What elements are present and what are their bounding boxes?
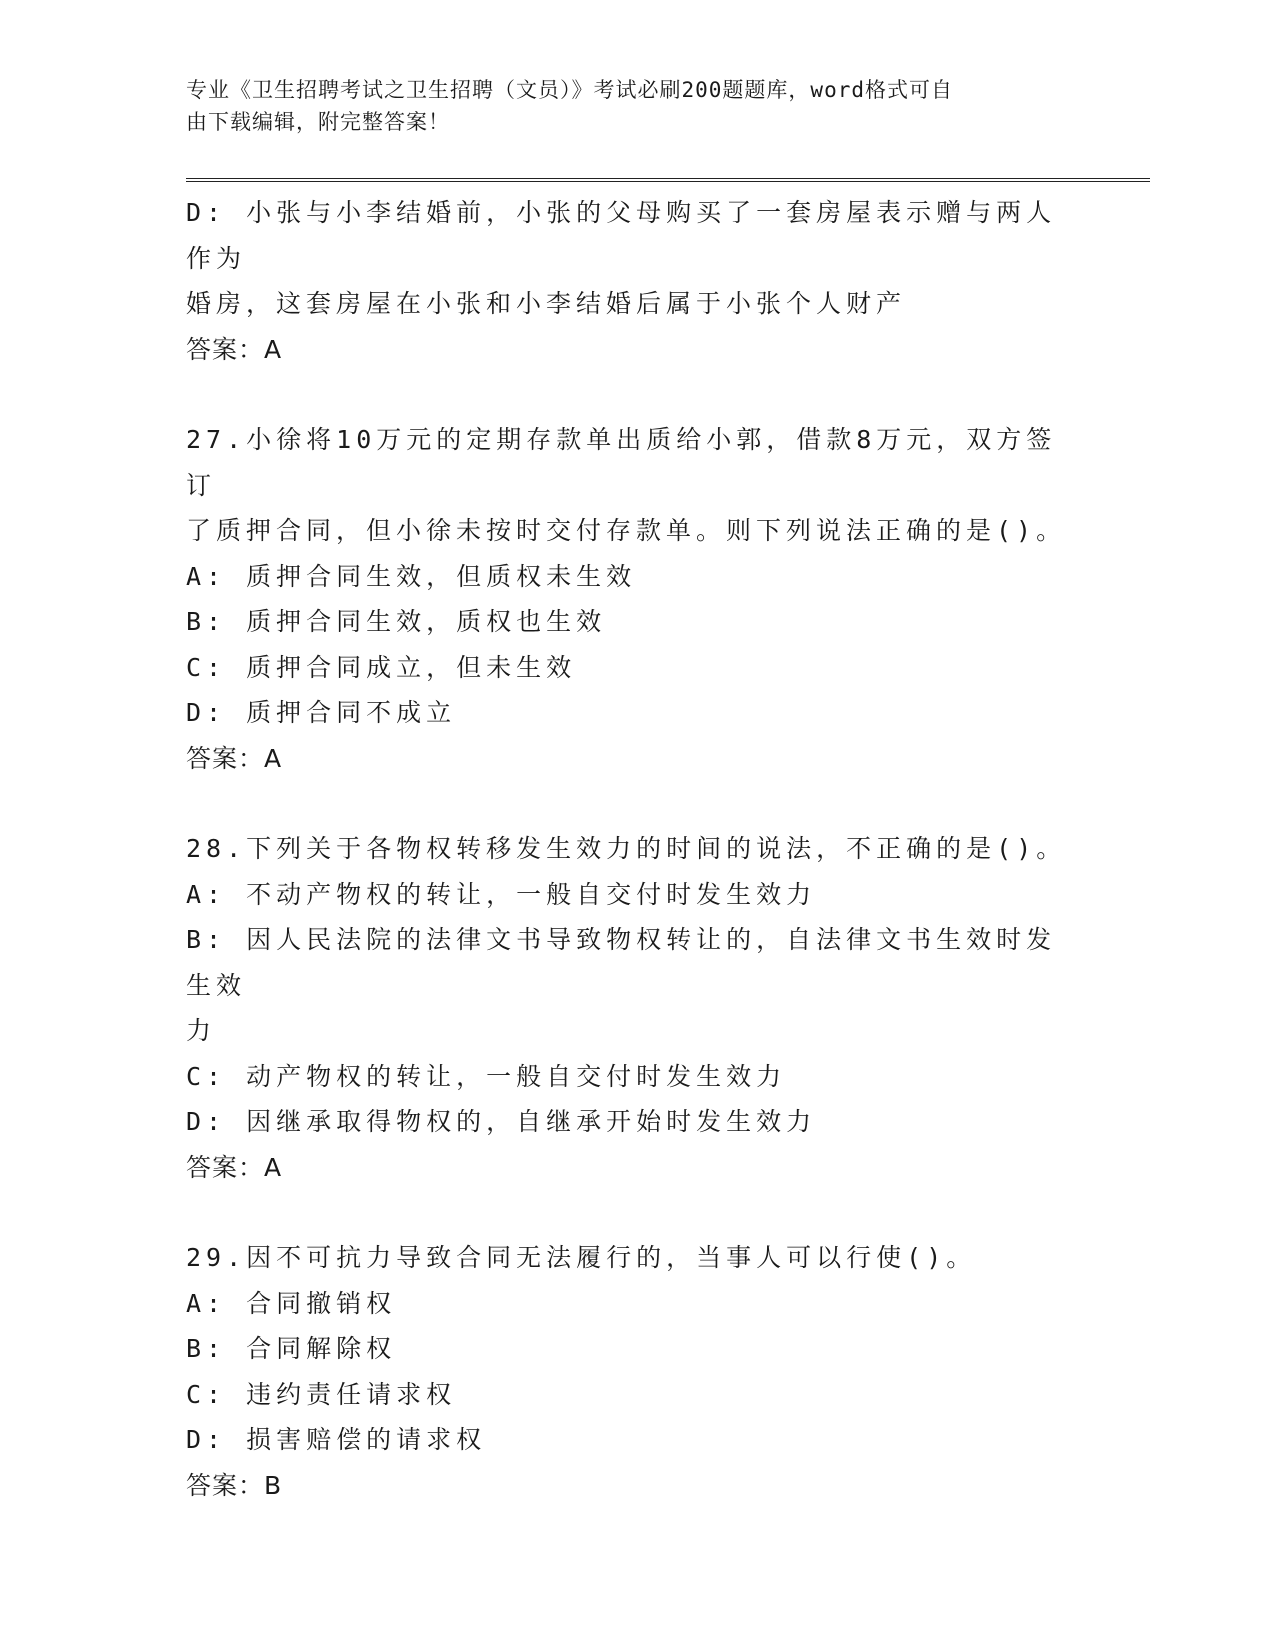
- option-b-continued: 力: [186, 1016, 217, 1045]
- question-stem: 29.因不可抗力导致合同无法履行的，当事人可以行使()。: [186, 1243, 977, 1272]
- option-d-continued: 婚房，这套房屋在小张和小李结婚后属于小张个人财产: [186, 289, 907, 318]
- option-a: A: 不动产物权的转让，一般自交付时发生效力: [186, 879, 817, 909]
- header-divider: [186, 178, 1150, 182]
- question-stem-continued: 了质押合同，但小徐未按时交付存款单。则下列说法正确的是()。: [186, 516, 1067, 545]
- answer: 答案：A: [186, 334, 283, 364]
- previous-question-tail: [186, 190, 1086, 372]
- option-d: D: 质押合同不成立: [186, 698, 457, 727]
- option-b: B: 因人民法院的法律文书导致物权转让的，自法律文书生效时发生效: [186, 925, 1057, 1000]
- option-c: C: 动产物权的转让，一般自交付时发生效力: [186, 1061, 787, 1091]
- answer: 答案：A: [186, 1152, 283, 1182]
- header-line-2: 由下载编辑，附完整答案！: [186, 110, 450, 134]
- option-b: B: 合同解除权: [186, 1334, 397, 1363]
- option-d: D: 小张与小李结婚前，小张的父母购买了一套房屋表示赠与两人作为: [186, 198, 1057, 273]
- option-c: C: 违约责任请求权: [186, 1379, 457, 1409]
- option-c: C: 质押合同成立，但未生效: [186, 652, 577, 682]
- option-a: A: 质押合同生效，但质权未生效: [186, 561, 637, 591]
- option-b: B: 质押合同生效，质权也生效: [186, 607, 607, 636]
- header-line-1: 专业《卫生招聘考试之卫生招聘（文员）》考试必刷200题题库，word格式可自: [186, 78, 953, 102]
- answer: 答案：B: [186, 1470, 283, 1500]
- page-header: [186, 74, 1066, 138]
- question-stem: 28.下列关于各物权转移发生效力的时间的说法，不正确的是()。: [186, 834, 1067, 863]
- question-27: [186, 417, 1086, 781]
- answer: 答案：A: [186, 743, 283, 773]
- question-stem: 27.小徐将10万元的定期存款单出质给小郭，借款8万元，双方签订: [186, 425, 1057, 500]
- question-28: [186, 826, 1086, 1190]
- question-29: [186, 1235, 1086, 1508]
- option-d: D: 因继承取得物权的，自继承开始时发生效力: [186, 1107, 817, 1136]
- option-a: A: 合同撤销权: [186, 1288, 397, 1318]
- option-d: D: 损害赔偿的请求权: [186, 1425, 487, 1454]
- question-content: [186, 190, 1086, 1553]
